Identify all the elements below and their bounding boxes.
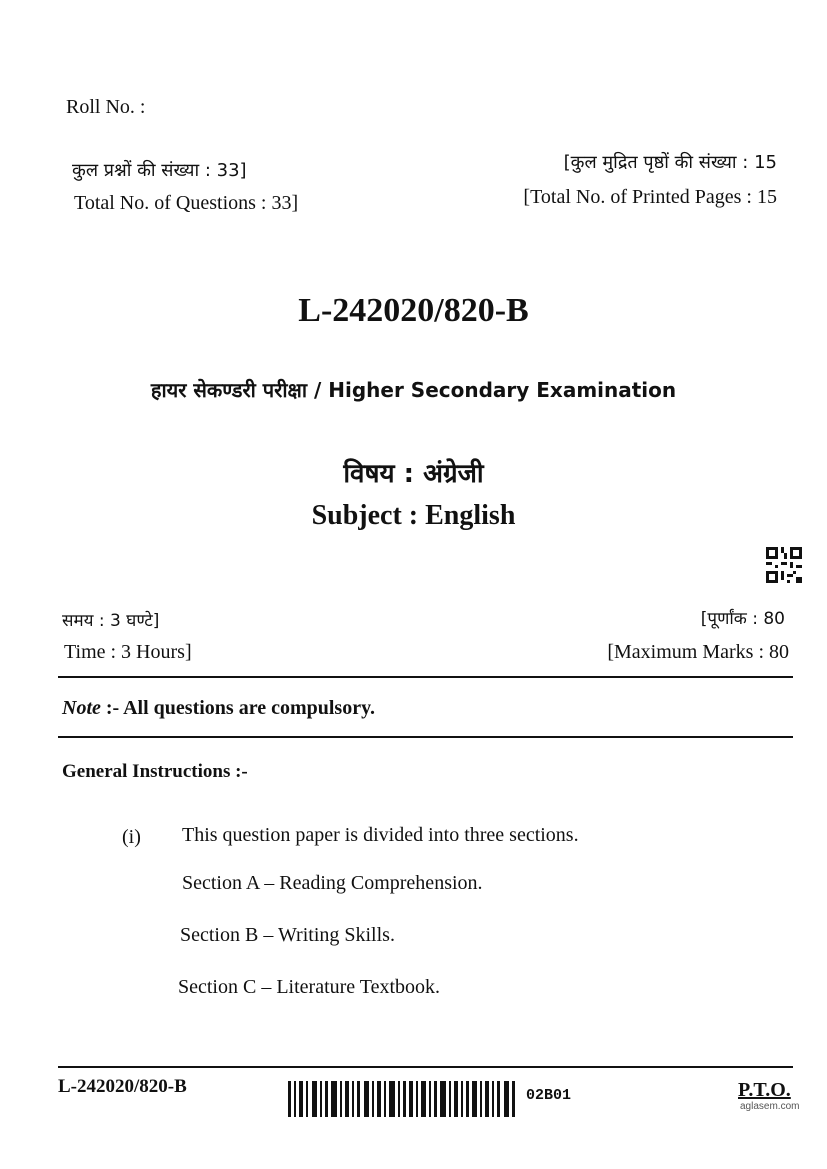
subject-english: Subject : English [311,500,516,531]
roll-no-label: Roll No. : [66,96,146,118]
section-b-item: Section B – Writing Skills. [180,924,395,946]
printed-pages-english: [Total No. of Printed Pages : 15 [523,186,777,208]
divider-top [58,676,793,678]
general-instructions-heading: General Instructions :- [62,761,248,782]
printed-pages-hindi: [कुल मुद्रित पृष्ठों की संख्या : 15 [563,152,777,173]
total-questions-english: Total No. of Questions : 33] [74,192,299,214]
divider-middle [58,736,793,738]
time-english: Time : 3 Hours] [64,641,192,663]
subject-hindi: विषय : अंग्रेजी [343,459,484,489]
note-text: :- All questions are compulsory. [100,697,375,719]
divider-footer [58,1066,793,1068]
instruction-text: This question paper is divided into three sections. [182,824,579,846]
serial-number: 02B01 [526,1087,572,1104]
note-label: Note [62,697,101,719]
barcode-icon [288,1081,518,1117]
watermark-text: aglasem.com [740,1101,800,1112]
total-questions-hindi: कुल प्रश्नों की संख्या : 33] [72,160,247,181]
note-line [62,697,375,720]
time-hindi: समय : 3 घण्टे] [62,611,160,631]
pto-label: P.T.O. [738,1079,791,1101]
marks-english: [Maximum Marks : 80 [607,641,789,663]
paper-code-title: L-242020/820-B [298,292,529,329]
section-c-item: Section C – Literature Textbook. [178,976,441,998]
section-a-item: Section A – Reading Comprehension. [182,872,483,894]
qr-code-icon [766,547,802,583]
instruction-number: (i) [122,826,141,848]
exam-name: हायर सेकण्डरी परीक्षा / Higher Secondary Examination [150,378,677,402]
marks-hindi: [पूर्णांक : 80 [700,609,785,629]
footer-paper-code: L-242020/820-B [58,1076,187,1097]
